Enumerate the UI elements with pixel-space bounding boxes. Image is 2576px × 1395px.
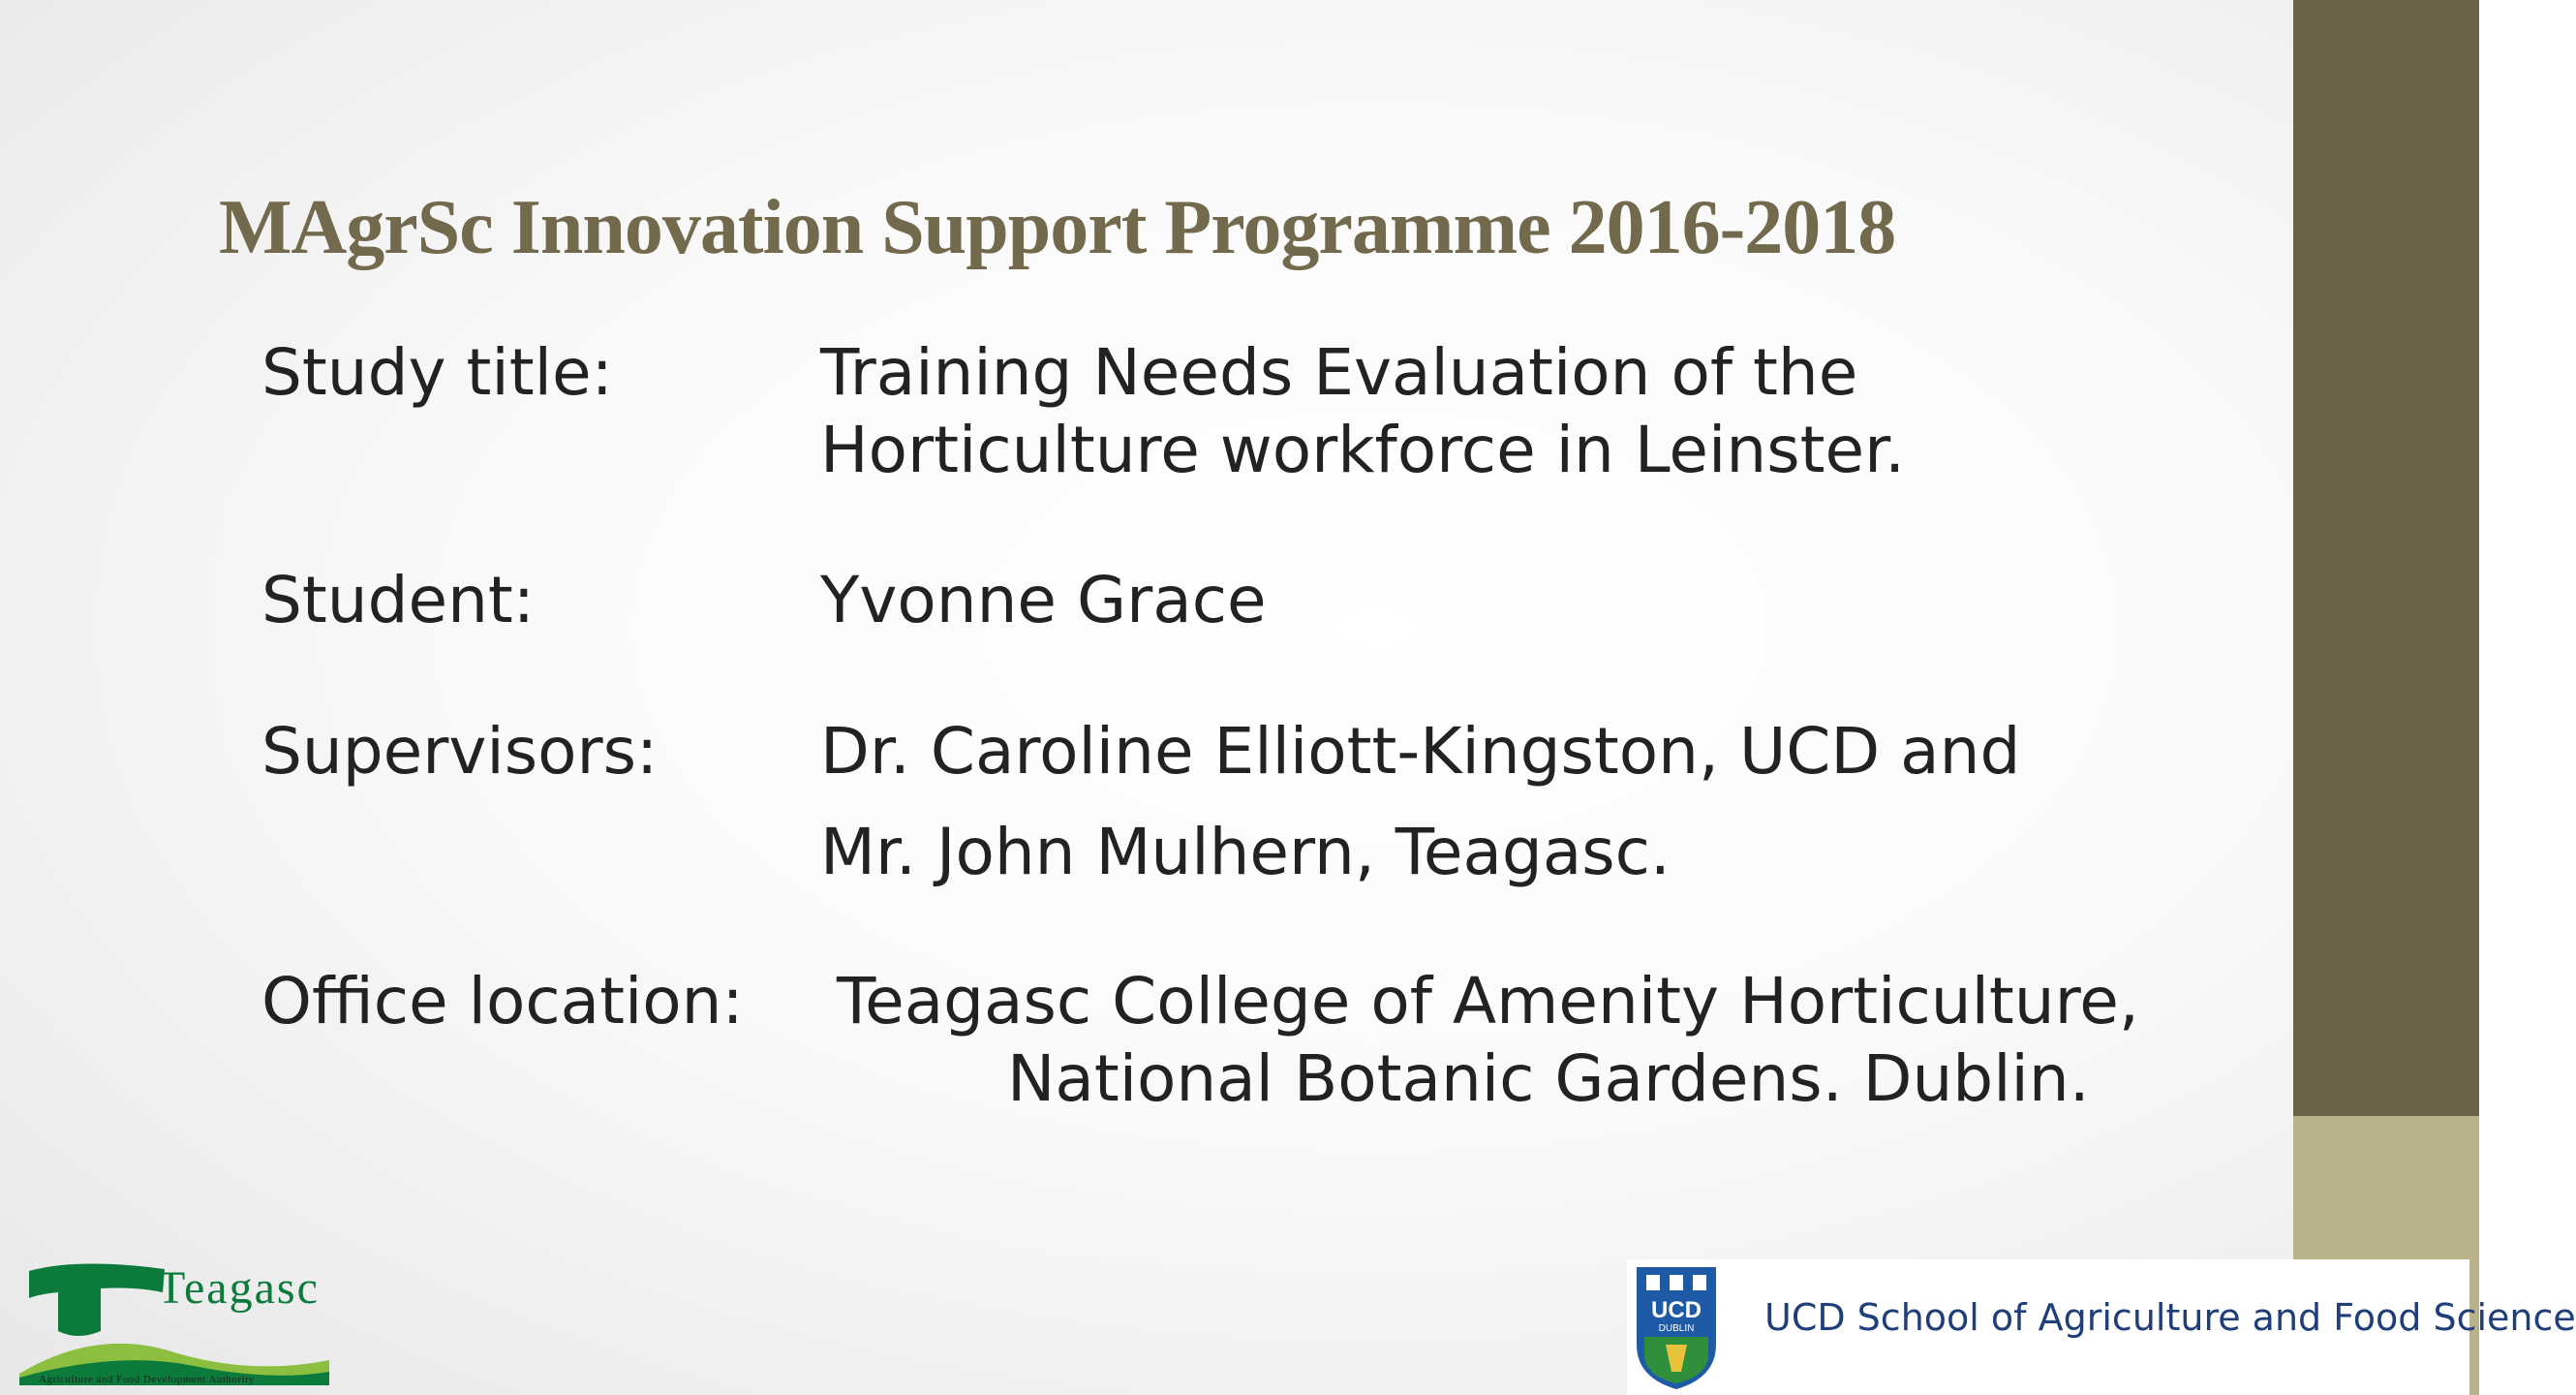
- label-student: Student:: [261, 563, 536, 637]
- ucd-crest-icon: [1633, 1263, 1720, 1391]
- ucd-school-name: UCD School of Agriculture and Food Science: [1764, 1296, 2576, 1339]
- label-supervisors: Supervisors:: [261, 714, 659, 789]
- svg-text:DUBLIN: DUBLIN: [1658, 1323, 1695, 1334]
- teagasc-wordmark: Teagasc: [157, 1262, 320, 1314]
- label-study-title: Study title:: [261, 335, 613, 410]
- value-supervisors-line2: Mr. John Mulhern, Teagasc.: [820, 815, 1671, 889]
- svg-text:UCD: UCD: [1651, 1297, 1702, 1323]
- value-supervisors-line1: Dr. Caroline Elliott-Kingston, UCD and: [820, 714, 2021, 789]
- value-study-title-line1: Training Needs Evaluation of the: [820, 335, 1858, 410]
- side-accent-bar-dark: [2293, 0, 2479, 1116]
- value-student: Yvonne Grace: [820, 563, 1267, 637]
- teagasc-tagline: Agriculture and Food Development Authority: [39, 1374, 255, 1385]
- value-study-title-line2: Horticulture workforce in Leinster.: [820, 413, 1906, 487]
- slide-title: MAgrSc Innovation Support Programme 2016-2018: [219, 185, 1896, 270]
- value-office-location-line1: Teagasc College of Amenity Horticulture,: [837, 964, 2139, 1038]
- value-office-location-line2: National Botanic Gardens. Dublin.: [1007, 1041, 2090, 1116]
- label-office-location: Office location:: [261, 964, 744, 1038]
